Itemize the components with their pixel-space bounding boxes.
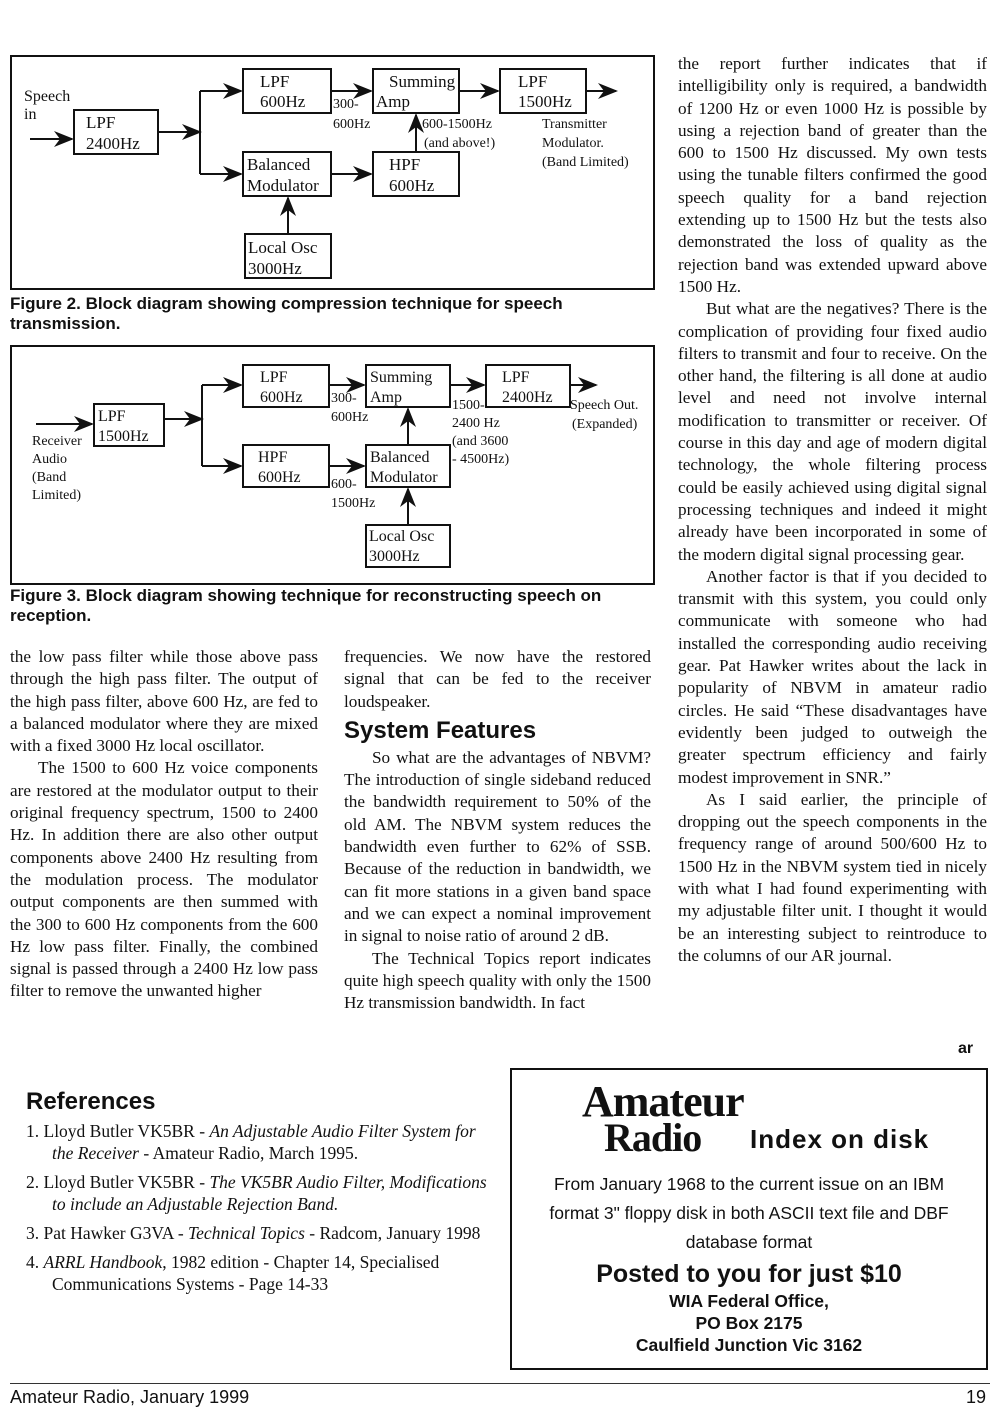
svg-text:HPF: HPF	[389, 155, 421, 174]
svg-text:600-: 600-	[331, 477, 357, 492]
svg-text:Balanced: Balanced	[370, 449, 430, 466]
figure-3-diagram	[10, 345, 655, 585]
svg-text:Speech Out.: Speech Out.	[570, 398, 639, 413]
reference-item: 3. Pat Hawker G3VA - Technical Topics - Radcom, January 1998	[26, 1223, 481, 1243]
svg-text:600Hz: 600Hz	[389, 176, 435, 195]
svg-text:1500-: 1500-	[452, 398, 485, 413]
references-list	[26, 1120, 496, 1295]
figure-3-caption: Figure 3. Block diagram showing technique for reconstructing speech on reception.	[10, 586, 602, 625]
svg-text:1500Hz: 1500Hz	[331, 496, 376, 511]
svg-text:3000Hz: 3000Hz	[369, 548, 420, 565]
svg-text:LPF: LPF	[260, 72, 290, 91]
svg-text:Summing: Summing	[370, 369, 433, 386]
section-heading-system-features: System Features	[344, 716, 537, 744]
svg-text:Audio: Audio	[32, 452, 67, 467]
col2-paragraph-2: So what are the advantages of NBVM? The introduction of single sideband reduced the bandwidth requirement to 50% of the old AM. The NBVM system reduces the bandwidth even further to 62% of SSB. Because of the reduction in bandwidth, we can fit more stations in a given band space and we can expect a nominal improvement in signal to noise ratio of around 2 dB.	[344, 747, 651, 946]
svg-text:- 4500Hz): - 4500Hz)	[452, 452, 510, 467]
svg-text:Transmitter: Transmitter	[542, 117, 607, 132]
col1-paragraph-2: The 1500 to 600 Hz voice components are restored at the modulator output to their original frequency spectrum, 1500 to 2400 Hz. In addition there are also other output components above 2400 Hz resulting from the modulation process. The modulator output components are then summed with the 300 to 600 Hz components from the 600 Hz low pass filter. Finally, the combined signal is passed through a 2400 Hz low pass filter to remove the unwanted higher	[10, 758, 318, 1001]
col3-paragraph-4: As I said earlier, the principle of dropping out the speech components in the frequency range of around 500/600 Hz to 1500 Hz in the NBVM system tied in nicely with what I had found experimenting with my adjustable filter unit. I thought it would be an interesting subject to reintroduce to the columns of our AR journal.	[678, 789, 987, 965]
svg-text:Amp: Amp	[376, 92, 410, 111]
svg-text:300-: 300-	[331, 391, 357, 406]
advert-description: From January 1968 to the current issue on an IBM format 3" floppy disk in both ASCII text file and DBF database format	[549, 1174, 949, 1252]
col3-paragraph-3: Another factor is that if you decided to transmit with this system, you could only communicate with someone who had installed the corresponding audio receiving gear. Pat Hawker writes about the lack in popularity of NBVM in amateur radio circles. He said “These disadvantages have evidently been judged to outweigh the greater spectrum efficiency and fairly modest improvement in SNR.”	[678, 566, 987, 787]
svg-text:LPF: LPF	[98, 408, 126, 425]
svg-text:1500Hz: 1500Hz	[98, 428, 149, 445]
col3-paragraph-1: the report further indicates that if intelligibility only is required, a bandwidth of 1200 Hz or even 1000 Hz is possible by using a rejection band of greater than the 600 to 1500 Hz discussed. My own tests using the tunable filters confirmed the good speech quality for a band rejection extending up to 1500 Hz but the tests also demonstrated the loss of quality as the rejection band was extended upward above 1500 Hz.	[678, 54, 987, 296]
references-title: References	[26, 1088, 156, 1115]
svg-text:(and above!): (and above!)	[424, 136, 496, 151]
index-on-disk-advert	[510, 1068, 988, 1370]
col2-paragraph-3: The Technical Topics report indicates quite high speech quality with only the 1500 Hz transmission bandwidth. In fact	[344, 948, 651, 1013]
col2-paragraph-1: frequencies. We now have the restored signal that can be fed to the receiver loudspeaker.	[344, 647, 651, 711]
svg-text:Local Osc: Local Osc	[248, 238, 318, 257]
page-number: 19	[965, 1387, 986, 1407]
svg-text:(Expanded): (Expanded)	[572, 417, 638, 432]
svg-text:LPF: LPF	[518, 72, 548, 91]
svg-text:600-1500Hz: 600-1500Hz	[422, 117, 492, 132]
col1-paragraph-1: the low pass filter while those above pass through the high pass filter. The output of the high pass filter, above 600 Hz, are fed to a balanced modulator where they are mixed with a fixed 3000 Hz local oscillator.	[10, 647, 318, 756]
col3-paragraph-2: But what are the negatives? There is the complication of providing four fixed audio filters to transmit and four to receive. On the other hand, the filtering is all done at audio level and need not involve internal modification to transmitter or receiver. Of course in this day and age of modern digital technology, the whole filtering process could be easily achieved using digital signal processing techniques and indeed it might already have been incorporated in some of the modern digital signal processing gear.	[678, 299, 987, 564]
advert-price: Posted to you for just $10	[596, 1260, 902, 1288]
body-column-3	[678, 53, 987, 967]
svg-text:in: in	[24, 106, 37, 123]
svg-text:600Hz: 600Hz	[331, 410, 369, 425]
footer-publication: Amateur Radio, January 1999	[10, 1387, 250, 1407]
svg-text:Summing: Summing	[389, 72, 456, 91]
figure-2-caption: Figure 2. Block diagram showing compression technique for speech transmission.	[10, 294, 563, 333]
reference-item: 1. Lloyd Butler VK5BR - An Adjustable Audio Filter System for the Receiver - Amateur Radio, March 1995.	[26, 1121, 476, 1163]
figure-2-diagram	[10, 55, 655, 290]
body-column-1	[10, 646, 318, 1003]
svg-text:(Band: (Band	[32, 470, 67, 485]
speech-in-label: Speech	[24, 88, 71, 105]
svg-text:600Hz: 600Hz	[258, 469, 301, 486]
svg-text:3000Hz: 3000Hz	[248, 259, 302, 278]
amateur-radio-logo-line2: Radio	[604, 1115, 702, 1160]
svg-text:2400Hz: 2400Hz	[502, 389, 553, 406]
advert-address: WIA Federal Office, PO Box 2175 Caulfield Junction Vic 3162	[635, 1291, 863, 1355]
figure-2-svg	[12, 57, 657, 292]
svg-text:(and 3600: (and 3600	[452, 434, 509, 449]
svg-text:Balanced: Balanced	[247, 155, 311, 174]
svg-text:Modulator: Modulator	[247, 176, 319, 195]
advert-title: Index on disk	[750, 1124, 930, 1154]
body-column-2	[344, 646, 651, 1014]
svg-text:Modulator.: Modulator.	[542, 136, 604, 151]
svg-text:Limited): Limited)	[32, 488, 81, 503]
reference-item: 2. Lloyd Butler VK5BR - The VK5BR Audio Filter, Modifications to include an Adjustable Rejection Band.	[26, 1172, 487, 1214]
svg-text:2400Hz: 2400Hz	[86, 134, 140, 153]
svg-text:2400 Hz: 2400 Hz	[452, 416, 500, 431]
reference-item: 4. ARRL Handbook, 1982 edition - Chapter 14, Specialised Communications Systems - Page 14-33	[26, 1252, 440, 1294]
svg-text:Receiver: Receiver	[32, 434, 82, 449]
amateur-radio-logo: Amateur	[582, 1077, 744, 1126]
svg-text:600Hz: 600Hz	[333, 117, 371, 132]
svg-text:LPF: LPF	[502, 369, 530, 386]
footer-divider	[10, 1383, 990, 1384]
svg-text:HPF: HPF	[258, 449, 288, 466]
svg-text:LPF: LPF	[86, 113, 116, 132]
figure-3-svg	[12, 347, 657, 587]
references-section	[26, 1088, 496, 1302]
svg-text:(Band Limited): (Band Limited)	[542, 155, 629, 170]
svg-text:300-: 300-	[333, 97, 359, 112]
svg-text:1500Hz: 1500Hz	[518, 92, 572, 111]
article-end-mark: ar	[958, 1040, 974, 1057]
svg-text:600Hz: 600Hz	[260, 92, 306, 111]
svg-text:LPF: LPF	[260, 369, 288, 386]
svg-text:Amp: Amp	[370, 389, 402, 406]
svg-text:Modulator: Modulator	[370, 469, 438, 486]
svg-text:Local Osc: Local Osc	[369, 528, 435, 545]
svg-text:600Hz: 600Hz	[260, 389, 303, 406]
